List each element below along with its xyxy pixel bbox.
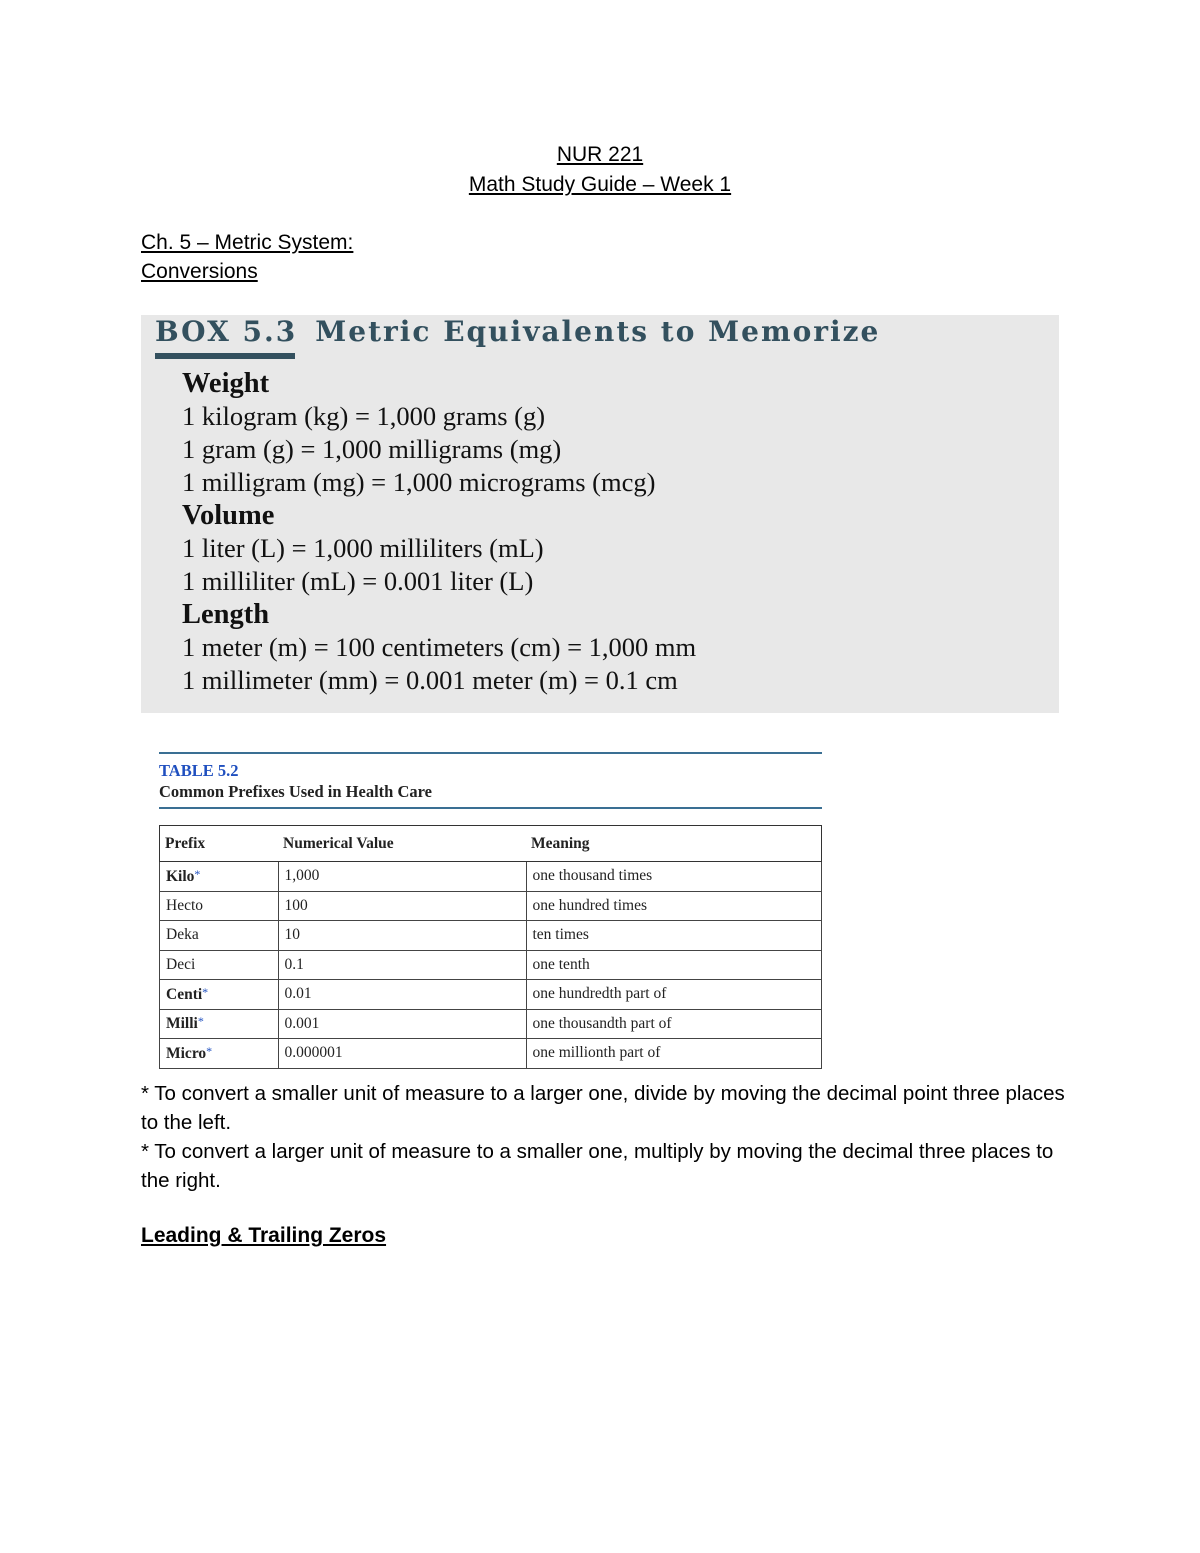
volume-heading: Volume bbox=[182, 500, 275, 531]
weight-heading: Weight bbox=[182, 368, 270, 399]
box-label-rule bbox=[155, 353, 295, 359]
weight-line: 1 milligram (mg) = 1,000 micrograms (mcg) bbox=[182, 467, 656, 497]
prefix-name: Kilo bbox=[166, 867, 195, 885]
value-cell: 0.000001 bbox=[278, 1039, 526, 1069]
value-cell: 100 bbox=[278, 891, 526, 921]
table-row bbox=[160, 980, 822, 1010]
prefix-name: Hecto bbox=[166, 896, 204, 914]
note-item: * To convert a larger unit of measure to a smaller one, multiply by moving the decimal three places to the right. bbox=[141, 1140, 1054, 1192]
meaning-cell: one hundredth part of bbox=[526, 980, 822, 1010]
column-header-meaning: Meaning bbox=[526, 826, 822, 862]
column-header-value: Numerical Value bbox=[278, 826, 526, 862]
value-cell: 10 bbox=[278, 921, 526, 951]
prefix-cell bbox=[160, 891, 279, 921]
prefix-cell bbox=[160, 980, 279, 1010]
meaning-cell: one tenth bbox=[526, 950, 822, 980]
prefix-name: Deka bbox=[166, 926, 199, 944]
prefix-cell bbox=[160, 921, 279, 951]
prefix-cell bbox=[160, 862, 279, 892]
conversion-notes bbox=[141, 1079, 1071, 1195]
prefix-name: Deci bbox=[166, 955, 196, 973]
value-cell: 0.01 bbox=[278, 980, 526, 1010]
meaning-cell: one millionth part of bbox=[526, 1039, 822, 1069]
box-label: BOX 5.3 bbox=[155, 315, 298, 348]
prefix-table bbox=[159, 825, 822, 1069]
table-heading bbox=[159, 752, 822, 809]
length-line: 1 millimeter (mm) = 0.001 meter (m) = 0.1 cm bbox=[182, 665, 678, 695]
table-body bbox=[160, 862, 822, 1069]
prefix-name: Milli bbox=[166, 1015, 198, 1033]
length-heading: Length bbox=[182, 599, 270, 630]
prefix-cell bbox=[160, 1009, 279, 1039]
weight-line: 1 gram (g) = 1,000 milligrams (mg) bbox=[182, 434, 562, 464]
chapter-title: Ch. 5 – Metric System: bbox=[141, 231, 354, 254]
table-row bbox=[160, 1039, 822, 1069]
value-cell: 1,000 bbox=[278, 862, 526, 892]
chapter-topic: Conversions bbox=[141, 260, 258, 283]
column-header-prefix: Prefix bbox=[160, 826, 279, 862]
length-line: 1 meter (m) = 100 centimeters (cm) = 1,000 mm bbox=[182, 632, 697, 662]
volume-line: 1 milliliter (mL) = 0.001 liter (L) bbox=[182, 566, 534, 596]
document-subtitle: Math Study Guide – Week 1 bbox=[468, 173, 732, 196]
prefix-cell bbox=[160, 1039, 279, 1069]
box-title bbox=[155, 315, 880, 349]
asterisk-marker: * bbox=[202, 984, 209, 999]
asterisk-marker: * bbox=[197, 1014, 204, 1029]
table-header-row bbox=[160, 826, 822, 862]
prefix-name: Centi bbox=[166, 985, 203, 1003]
meaning-cell: one thousand times bbox=[526, 862, 822, 892]
weight-line: 1 kilogram (kg) = 1,000 grams (g) bbox=[182, 401, 546, 431]
table-top-rule bbox=[159, 752, 822, 754]
table-row bbox=[160, 1009, 822, 1039]
asterisk-marker: * bbox=[206, 1043, 213, 1058]
asterisk-marker: * bbox=[194, 866, 201, 881]
meaning-cell: one thousandth part of bbox=[526, 1009, 822, 1039]
volume-line: 1 liter (L) = 1,000 milliliters (mL) bbox=[182, 533, 544, 563]
chapter-heading bbox=[141, 228, 353, 286]
table-row bbox=[160, 862, 822, 892]
course-title: NUR 221 bbox=[556, 143, 644, 166]
table-row bbox=[160, 921, 822, 951]
document-header bbox=[0, 140, 1200, 200]
box-body bbox=[182, 367, 696, 697]
value-cell: 0.001 bbox=[278, 1009, 526, 1039]
prefix-cell bbox=[160, 950, 279, 980]
table-label: TABLE 5.2 bbox=[159, 761, 239, 780]
meaning-cell: one hundred times bbox=[526, 891, 822, 921]
table-row bbox=[160, 891, 822, 921]
section-heading: Leading & Trailing Zeros bbox=[141, 1224, 387, 1247]
value-cell: 0.1 bbox=[278, 950, 526, 980]
table-row bbox=[160, 950, 822, 980]
prefix-name: Micro bbox=[166, 1044, 207, 1062]
note-item: * To convert a smaller unit of measure to a larger one, divide by moving the decimal point three places to the left. bbox=[141, 1082, 1065, 1134]
table-bottom-rule bbox=[159, 807, 822, 809]
meaning-cell: ten times bbox=[526, 921, 822, 951]
metric-equivalents-box bbox=[141, 315, 1059, 713]
table-caption: Common Prefixes Used in Health Care bbox=[159, 782, 432, 801]
box-heading: Metric Equivalents to Memorize bbox=[315, 315, 881, 348]
